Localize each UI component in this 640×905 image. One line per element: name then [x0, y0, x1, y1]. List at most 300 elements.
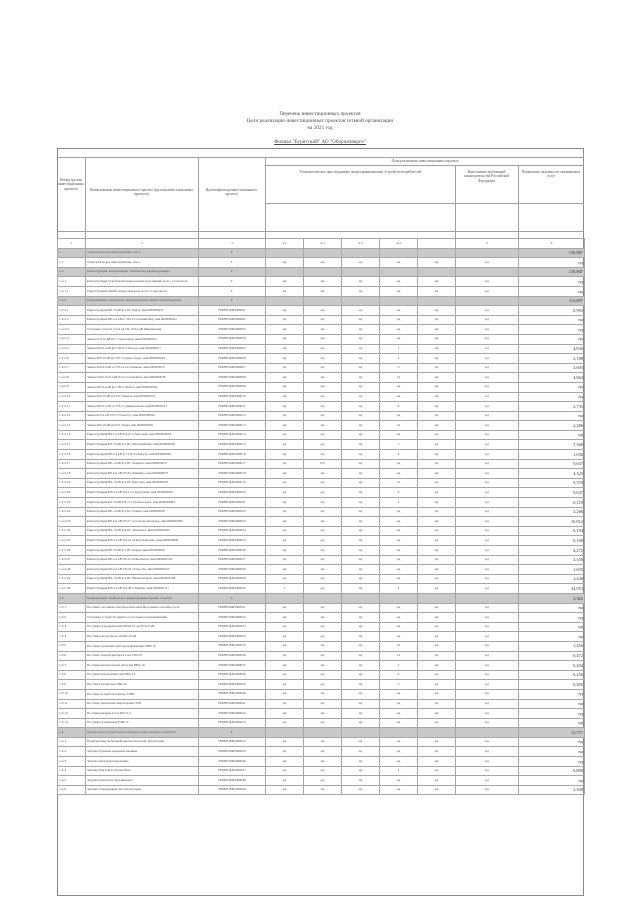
- row-value-cell: нд: [342, 344, 380, 354]
- row-total-cell: 4,864: [519, 373, 585, 383]
- row-value-cell: нд: [456, 488, 519, 498]
- row-identifier-cell: Н/БЕР/ФИ/000040: [199, 689, 266, 699]
- row-value-cell: нд: [456, 613, 519, 623]
- row-total-cell: нд: [519, 709, 585, 719]
- table-row: [58, 546, 585, 556]
- row-description-cell: Замена ВЛ-10 кВ ф.4 ПС Онохой, инв.0000000047: [86, 392, 199, 402]
- row-total-cell: 2,188: [519, 354, 585, 364]
- row-value-cell: нд: [418, 373, 456, 383]
- row-value-cell: нд: [342, 546, 380, 556]
- row-description-cell: Технологическое присоединение, всего: [86, 248, 199, 258]
- row-value-cell: [418, 728, 456, 738]
- row-value-cell: нд: [456, 440, 519, 450]
- row-value-cell: нд: [266, 507, 304, 517]
- row-value-cell: нд: [456, 776, 519, 786]
- row-value-cell: нд: [456, 258, 519, 268]
- row-description-cell: Поставка устройств защиты УЗИП: [86, 689, 199, 699]
- row-value-cell: [266, 248, 304, 258]
- row-total-cell: 0,108: [519, 536, 585, 546]
- row-total-cell: нд: [519, 411, 585, 421]
- row-value-cell: нд: [266, 430, 304, 440]
- row-value-cell: нд: [456, 363, 519, 373]
- row-value-cell: нд: [418, 363, 456, 373]
- row-value-cell: нд: [418, 421, 456, 431]
- row-description-cell: Реконструкция ВЛ-0,4 кВ ТП-17 п.Сосново-Озерское, инв.0000000090: [86, 517, 199, 527]
- row-value-cell: нд: [304, 757, 342, 767]
- row-value-cell: [266, 267, 304, 277]
- header-divider: [85, 157, 86, 238]
- row-value-cell: нд: [418, 478, 456, 488]
- row-value-cell: нд: [304, 258, 342, 268]
- row-total-cell: 1,456: [519, 641, 585, 651]
- row-identifier-cell: Н/БЕР/ФИ/000025: [199, 536, 266, 546]
- row-value-cell: нд: [266, 488, 304, 498]
- row-value-cell: нд: [380, 546, 418, 556]
- row-total-cell: 2,286: [519, 421, 585, 431]
- row-number-cell: 1.2.2.29: [58, 574, 86, 584]
- project-table: [57, 238, 585, 795]
- row-total-cell: 0,110: [519, 498, 585, 508]
- row-value-cell: нд: [342, 354, 380, 364]
- column-header-number: Номер группы инвестиционных проектов: [58, 178, 84, 191]
- row-value-cell: нд: [304, 344, 342, 354]
- column-subheader-connection: Технологическое присоединение энергопринимающих устройств потребителей: [299, 170, 422, 174]
- row-total-cell: 7,568: [519, 440, 585, 450]
- row-value-cell: нд: [418, 517, 456, 527]
- row-identifier-cell: Н/БЕР/ФИ/000026: [199, 546, 266, 556]
- row-value-cell: нд: [380, 526, 418, 536]
- row-value-cell: нд: [342, 689, 380, 699]
- row-value-cell: нд: [266, 325, 304, 335]
- row-value-cell: нд: [456, 661, 519, 671]
- row-value-cell: нд: [342, 430, 380, 440]
- row-value-cell: нд: [418, 334, 456, 344]
- header-divider: [518, 165, 519, 238]
- row-value-cell: нд: [418, 402, 456, 412]
- document-year: на 2021 год: [307, 126, 333, 131]
- row-value-cell: нд: [342, 488, 380, 498]
- row-number-cell: 1.2.2.2: [58, 315, 86, 325]
- row-value-cell: нд: [304, 661, 342, 671]
- row-number-cell: 1.2.2.8: [58, 373, 86, 383]
- row-number-cell: 1.2.2.24: [58, 526, 86, 536]
- row-value-cell: нд: [304, 402, 342, 412]
- row-value-cell: нд: [266, 373, 304, 383]
- row-value-cell: нд: [456, 670, 519, 680]
- row-value-cell: нд: [380, 315, 418, 325]
- row-number-cell: 1.3.11: [58, 699, 86, 709]
- row-number-cell: 1.2.2.7: [58, 363, 86, 373]
- row-value-cell: нд: [418, 757, 456, 767]
- row-identifier-cell: Н/БЕР/ФИ/000006: [199, 354, 266, 364]
- row-value-cell: 3: [380, 680, 418, 690]
- row-identifier-cell: Н/БЕР/ФИ/000044: [199, 737, 266, 747]
- row-value-cell: нд: [418, 699, 456, 709]
- row-value-cell: нд: [380, 382, 418, 392]
- row-number-cell: 1.2.2.5: [58, 344, 86, 354]
- row-total-cell: 0,256: [519, 670, 585, 680]
- table-row: [58, 641, 585, 651]
- table-row: [58, 651, 585, 661]
- row-value-cell: нд: [380, 306, 418, 316]
- row-description-cell: Замена ВЛ-0,4 кВ ф.3 ТП-6 п.Загорск, инв.0000000017: [86, 344, 199, 354]
- row-value-cell: [342, 267, 380, 277]
- row-value-cell: [456, 593, 519, 603]
- row-value-cell: нд: [304, 603, 342, 613]
- row-value-cell: нд: [456, 334, 519, 344]
- row-value-cell: нд: [418, 641, 456, 651]
- row-value-cell: нд: [266, 632, 304, 642]
- row-description-cell: Поставка разрядников РДИ-10: [86, 718, 199, 728]
- row-value-cell: нд: [418, 632, 456, 642]
- table-row: [58, 526, 585, 536]
- row-value-cell: 3: [380, 363, 418, 373]
- row-value-cell: нд: [342, 363, 380, 373]
- row-total-cell: нд: [519, 757, 585, 767]
- row-value-cell: нд: [418, 565, 456, 575]
- row-number-cell: 1.3.2: [58, 613, 86, 623]
- row-value-cell: нд: [418, 526, 456, 536]
- row-identifier-cell: Н/БЕР/ФИ/000020: [199, 488, 266, 498]
- row-number-cell: 1.2.2.17: [58, 459, 86, 469]
- row-value-cell: нд: [418, 536, 456, 546]
- row-value-cell: нд: [418, 776, 456, 786]
- row-identifier-cell: Г: [199, 728, 266, 738]
- row-value-cell: нд: [266, 286, 304, 296]
- table-row: [58, 670, 585, 680]
- column-number-row: [58, 239, 585, 249]
- row-value-cell: 12: [380, 373, 418, 383]
- row-total-cell: нд: [519, 286, 585, 296]
- row-value-cell: [418, 248, 456, 258]
- row-value-cell: 1: [380, 344, 418, 354]
- row-value-cell: нд: [380, 325, 418, 335]
- row-value-cell: нд: [304, 699, 342, 709]
- row-value-cell: нд: [418, 747, 456, 757]
- row-value-cell: нд: [456, 555, 519, 565]
- row-value-cell: 2: [380, 661, 418, 671]
- table-row: [58, 622, 585, 632]
- row-value-cell: нд: [266, 306, 304, 316]
- row-value-cell: нд: [266, 622, 304, 632]
- row-value-cell: нд: [456, 430, 519, 440]
- row-number-cell: 1.2.2.19: [58, 478, 86, 488]
- row-total-cell: 130,887: [519, 248, 585, 258]
- row-value-cell: [342, 296, 380, 306]
- table-row: [58, 315, 585, 325]
- row-identifier-cell: Н/БЕР/ФИ/000017: [199, 459, 266, 469]
- row-description-cell: Реконструкция, модернизация, техническое перевооружение: [86, 267, 199, 277]
- row-value-cell: нд: [266, 574, 304, 584]
- row-description-cell: Замена ВЛ-0,4 кВ от ТП-1 п.Дивизионная, инв.0000000051: [86, 402, 199, 412]
- row-identifier-cell: Н/БЕР/ФИ/000003: [199, 325, 266, 335]
- row-identifier-cell: Н/БЕР/ФИ/000046: [199, 757, 266, 767]
- row-identifier-cell: Н/БЕР/ФИ/000022: [199, 507, 266, 517]
- table-row: [58, 363, 585, 373]
- table-row: [58, 325, 585, 335]
- row-value-cell: нд: [266, 785, 304, 795]
- row-value-cell: нд: [456, 689, 519, 699]
- row-total-cell: нд: [519, 689, 585, 699]
- row-identifier-cell: Н/БЕР/ФИ/000047: [199, 766, 266, 776]
- row-value-cell: нд: [380, 430, 418, 440]
- row-number-cell: 1.2.2.6: [58, 354, 86, 364]
- row-value-cell: нд: [304, 546, 342, 556]
- row-value-cell: нд: [304, 286, 342, 296]
- row-value-cell: нд: [342, 402, 380, 412]
- row-value-cell: нд: [342, 411, 380, 421]
- row-value-cell: нд: [418, 737, 456, 747]
- row-value-cell: нд: [342, 776, 380, 786]
- row-value-cell: нд: [456, 315, 519, 325]
- row-value-cell: нд: [380, 459, 418, 469]
- row-total-cell: 34,953: [519, 584, 585, 594]
- row-value-cell: нд: [266, 334, 304, 344]
- row-value-cell: нд: [304, 536, 342, 546]
- row-value-cell: 0,3: [304, 459, 342, 469]
- row-number-cell: 1.4.2: [58, 747, 86, 757]
- row-value-cell: нд: [266, 517, 304, 527]
- row-value-cell: [380, 248, 418, 258]
- row-number-cell: 1.3: [58, 593, 86, 603]
- row-value-cell: нд: [342, 325, 380, 335]
- row-number-cell: 1.2.2.9: [58, 382, 86, 392]
- row-identifier-cell: Н/БЕР/ФИ/000037: [199, 661, 266, 671]
- row-value-cell: нд: [418, 603, 456, 613]
- row-description-cell: Реконструкция ВЛ-0,4 кВ ТП-21 п.Иволгинск, инв.0000000102: [86, 555, 199, 565]
- row-value-cell: [266, 296, 304, 306]
- row-number-cell: 1.2.2.21: [58, 498, 86, 508]
- row-total-cell: нд: [519, 382, 585, 392]
- row-value-cell: нд: [266, 651, 304, 661]
- column-number-cell: 1: [58, 239, 86, 249]
- row-value-cell: [418, 267, 456, 277]
- row-value-cell: нд: [304, 776, 342, 786]
- row-value-cell: нд: [380, 469, 418, 479]
- row-number-cell: 1.2: [58, 267, 86, 277]
- row-value-cell: 12: [380, 641, 418, 651]
- row-value-cell: нд: [266, 766, 304, 776]
- row-value-cell: [380, 593, 418, 603]
- row-description-cell: Поставка счетчиков электрической энергии в рамках системы учета: [86, 603, 199, 613]
- row-total-cell: нд: [519, 603, 585, 613]
- organization-name: Филиал "Бурятский" АО "Оборонэнерго": [274, 140, 366, 145]
- row-number-cell: 1.2.2.15: [58, 440, 86, 450]
- row-value-cell: нд: [418, 680, 456, 690]
- row-number-cell: 1.2.2.18: [58, 469, 86, 479]
- row-description-cell: Реконструкция ВЛ-10 кВ ф.8 ПС Закаменск, инв.0000000093: [86, 526, 199, 536]
- row-number-cell: 1.4.4: [58, 766, 86, 776]
- row-total-cell: 1,035: [519, 565, 585, 575]
- row-value-cell: нд: [342, 651, 380, 661]
- row-value-cell: [380, 296, 418, 306]
- row-value-cell: [266, 593, 304, 603]
- row-value-cell: 2: [380, 584, 418, 594]
- row-value-cell: нд: [456, 651, 519, 661]
- table-row: [58, 603, 585, 613]
- row-value-cell: нд: [456, 277, 519, 287]
- row-value-cell: нд: [342, 622, 380, 632]
- row-value-cell: нд: [380, 718, 418, 728]
- row-value-cell: нд: [304, 450, 342, 460]
- row-identifier-cell: Г: [199, 286, 266, 296]
- row-value-cell: нд: [456, 469, 519, 479]
- row-description-cell: Закупка генератора передвижного: [86, 776, 199, 786]
- row-value-cell: нд: [418, 574, 456, 584]
- row-value-cell: нд: [304, 315, 342, 325]
- row-identifier-cell: Н/БЕР/ФИ/000014: [199, 430, 266, 440]
- row-identifier-cell: Н/БЕР/ФИ/000033: [199, 622, 266, 632]
- row-value-cell: нд: [380, 632, 418, 642]
- row-identifier-cell: Н/БЕР/ФИ/000048: [199, 776, 266, 786]
- table-row: [58, 689, 585, 699]
- row-value-cell: нд: [418, 670, 456, 680]
- row-description-cell: Модернизация, техническое перевооружение прочих объектов: [86, 593, 199, 603]
- column-number-cell: 4.3: [342, 239, 380, 249]
- row-number-cell: 1.4.6: [58, 785, 86, 795]
- row-value-cell: нд: [266, 315, 304, 325]
- row-total-cell: 4,325: [519, 469, 585, 479]
- row-description-cell: Замена КТП-10/0,4 кВ №3 п.Селенгинск, инв.0000000038: [86, 373, 199, 383]
- row-value-cell: нд: [456, 680, 519, 690]
- row-value-cell: нд: [342, 440, 380, 450]
- row-description-cell: Реконструкция ВЛ-10 кВ ф.1 ПС Кяхта, инв.0000000033: [86, 306, 199, 316]
- row-value-cell: 1: [266, 584, 304, 594]
- row-number-cell: 1.2.2.26: [58, 546, 86, 556]
- row-value-cell: нд: [456, 402, 519, 412]
- row-description-cell: Поставка шкафов учета ШУ-0,4: [86, 709, 199, 719]
- row-value-cell: нд: [380, 709, 418, 719]
- row-value-cell: нд: [456, 325, 519, 335]
- row-value-cell: нд: [304, 354, 342, 364]
- row-value-cell: нд: [456, 766, 519, 776]
- row-value-cell: нд: [304, 382, 342, 392]
- row-total-cell: 0,495: [519, 680, 585, 690]
- row-value-cell: нд: [418, 277, 456, 287]
- row-value-cell: нд: [342, 737, 380, 747]
- row-total-cell: нд: [519, 430, 585, 440]
- row-value-cell: нд: [266, 747, 304, 757]
- table-row: [58, 728, 585, 738]
- row-identifier-cell: Н/БЕР/ФИ/000024: [199, 526, 266, 536]
- column-number-cell: 2: [86, 239, 199, 249]
- table-row: [58, 440, 585, 450]
- row-value-cell: нд: [456, 450, 519, 460]
- row-value-cell: нд: [304, 555, 342, 565]
- row-description-cell: Замена КЛ-10 кВ ПС Стеклозавод, инв.0000000012: [86, 334, 199, 344]
- row-value-cell: нд: [456, 785, 519, 795]
- row-total-cell: нд: [519, 277, 585, 287]
- row-value-cell: нд: [304, 737, 342, 747]
- row-description-cell: Поставка указателей повреждения ЛЭП: [86, 699, 199, 709]
- row-total-cell: 9,570: [519, 478, 585, 488]
- row-value-cell: нд: [380, 757, 418, 767]
- row-value-cell: нд: [266, 354, 304, 364]
- row-value-cell: нд: [456, 603, 519, 613]
- row-value-cell: нд: [418, 651, 456, 661]
- row-value-cell: нд: [342, 709, 380, 719]
- row-value-cell: нд: [380, 555, 418, 565]
- table-row: [58, 699, 585, 709]
- row-description-cell: Реконструкция ВЛ-0,4 кВ ТП-28 п.Таксимо, инв.0000000111: [86, 584, 199, 594]
- row-number-cell: 1.3.7: [58, 661, 86, 671]
- row-value-cell: нд: [456, 747, 519, 757]
- row-number-cell: 1.4.5: [58, 776, 86, 786]
- row-description-cell: Закупка бурильно-крановой машины: [86, 747, 199, 757]
- row-value-cell: 2: [380, 498, 418, 508]
- row-number-cell: 1.2.2.4: [58, 334, 86, 344]
- row-number-cell: 1.1: [58, 258, 86, 268]
- row-value-cell: [456, 267, 519, 277]
- row-value-cell: нд: [418, 498, 456, 508]
- row-description-cell: Модернизация, техническое перевооружение линий электропередачи: [86, 296, 199, 306]
- row-total-cell: 9,637: [519, 488, 585, 498]
- row-total-cell: 12,717: [519, 728, 585, 738]
- row-total-cell: нд: [519, 747, 585, 757]
- row-value-cell: нд: [266, 498, 304, 508]
- row-value-cell: нд: [418, 450, 456, 460]
- row-total-cell: 2,735: [519, 402, 585, 412]
- row-description-cell: Реконструкция КЛ-0,4 кВ ТП-25 г.Улан-Удэ, инв.0000000105: [86, 565, 199, 575]
- row-value-cell: нд: [266, 277, 304, 287]
- row-number-cell: 1.2.2.1: [58, 306, 86, 316]
- row-total-cell: 1,440: [519, 574, 585, 584]
- row-value-cell: нд: [342, 450, 380, 460]
- row-description-cell: Реконструкция ВЛ-0,4 кВ ф.1 ТП-3 п.Бичура, инв.0000000069: [86, 450, 199, 460]
- row-value-cell: нд: [266, 459, 304, 469]
- row-value-cell: нд: [342, 306, 380, 316]
- row-value-cell: нд: [456, 478, 519, 488]
- table-row: [58, 718, 585, 728]
- row-description-cell: Реконструкция ВЛ-10 кВ ф.1 ПС Кырен, инв.0000000099: [86, 546, 199, 556]
- row-value-cell: нд: [456, 699, 519, 709]
- row-value-cell: нд: [380, 737, 418, 747]
- row-value-cell: нд: [266, 757, 304, 767]
- row-value-cell: нд: [342, 507, 380, 517]
- row-value-cell: нд: [456, 459, 519, 469]
- row-description-cell: Реконструкция ВЛ-0,4 кВ ТП-19 п.Петропавловка, инв.0000000096: [86, 536, 199, 546]
- row-value-cell: нд: [456, 498, 519, 508]
- row-value-cell: нд: [342, 670, 380, 680]
- row-value-cell: нд: [304, 325, 342, 335]
- table-row: [58, 574, 585, 584]
- table-row: [58, 747, 585, 757]
- row-value-cell: нд: [418, 622, 456, 632]
- row-value-cell: нд: [304, 277, 342, 287]
- row-value-cell: нд: [456, 584, 519, 594]
- row-number-cell: 1.2.2.30: [58, 584, 86, 594]
- row-value-cell: нд: [304, 651, 342, 661]
- row-value-cell: нд: [266, 661, 304, 671]
- row-total-cell: 0,204: [519, 661, 585, 671]
- row-value-cell: нд: [304, 747, 342, 757]
- row-value-cell: нд: [456, 737, 519, 747]
- row-value-cell: нд: [304, 766, 342, 776]
- row-total-cell: 1,036: [519, 450, 585, 460]
- row-value-cell: нд: [380, 622, 418, 632]
- row-number-cell: 1.3.5: [58, 641, 86, 651]
- row-identifier-cell: Н/БЕР/ФИ/000032: [199, 613, 266, 623]
- row-value-cell: нд: [380, 776, 418, 786]
- row-value-cell: нд: [456, 382, 519, 392]
- row-number-cell: 1.2.1.1: [58, 286, 86, 296]
- row-value-cell: нд: [456, 622, 519, 632]
- row-identifier-cell: Н/БЕР/ФИ/000019: [199, 478, 266, 488]
- row-value-cell: нд: [418, 382, 456, 392]
- row-number-cell: 1.4: [58, 728, 86, 738]
- row-value-cell: нд: [342, 574, 380, 584]
- row-value-cell: нд: [266, 776, 304, 786]
